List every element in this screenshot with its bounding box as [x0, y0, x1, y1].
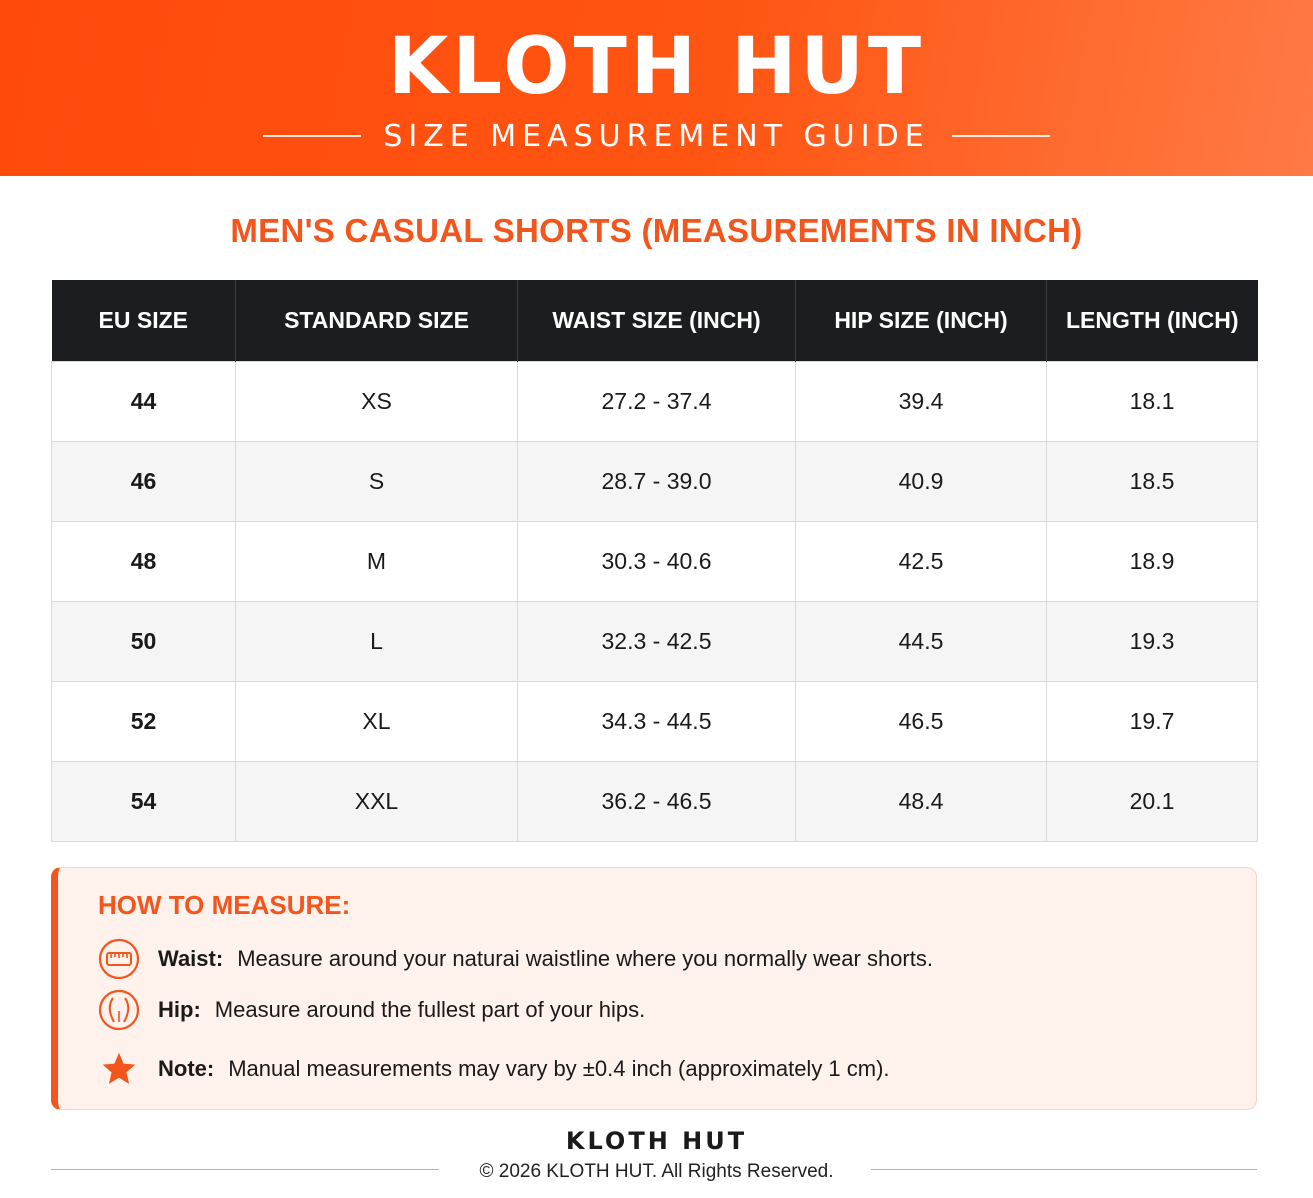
- how-to-measure-title: HOW TO MEASURE:: [98, 890, 351, 920]
- hip-outline-icon: [98, 989, 140, 1031]
- waist-size-cell: 30.3 - 40.6: [518, 521, 796, 601]
- waist-size-cell: 36.2 - 46.5: [518, 761, 796, 841]
- hip-size-cell: 39.4: [796, 361, 1047, 441]
- eu-size-cell: 50: [52, 601, 236, 681]
- subtitle: SIZE MEASUREMENT GUIDE: [383, 118, 930, 154]
- waist-size-cell: 34.3 - 44.5: [518, 681, 796, 761]
- table-row: [52, 681, 1258, 761]
- how-to-measure-panel: [51, 867, 1257, 1110]
- brand-title: KLOTH HUT: [387, 22, 926, 112]
- standard-size-cell: S: [236, 441, 518, 521]
- hip-instruction: [98, 989, 645, 1031]
- star-icon: [98, 1048, 140, 1090]
- standard-size-cell: XL: [236, 681, 518, 761]
- hip-size-cell: 46.5: [796, 681, 1047, 761]
- table-header-row: [52, 280, 1258, 361]
- hip-size-cell: 42.5: [796, 521, 1047, 601]
- table-row: [52, 361, 1258, 441]
- hip-text: Measure around the fullest part of your hips.: [214, 997, 646, 1022]
- column-header: HIP SIZE (INCH): [796, 280, 1047, 361]
- waist-instruction: [98, 938, 933, 980]
- hip-size-cell: 48.4: [796, 761, 1047, 841]
- table-row: [52, 601, 1258, 681]
- length-cell: 18.5: [1047, 441, 1258, 521]
- standard-size-cell: XS: [236, 361, 518, 441]
- note-instruction: [98, 1048, 890, 1090]
- length-cell: 19.7: [1047, 681, 1258, 761]
- column-header: LENGTH (INCH): [1047, 280, 1258, 361]
- size-table: [51, 280, 1258, 842]
- column-header: WAIST SIZE (INCH): [518, 280, 796, 361]
- waist-text: Measure around your naturai waistline where you normally wear shorts.: [237, 946, 933, 971]
- length-cell: 18.1: [1047, 361, 1258, 441]
- note-label: Note:: [158, 1056, 215, 1081]
- subtitle-divider-right: [952, 135, 1050, 137]
- length-cell: 20.1: [1047, 761, 1258, 841]
- waist-size-cell: 28.7 - 39.0: [518, 441, 796, 521]
- subtitle-row: [0, 116, 1313, 156]
- eu-size-cell: 46: [52, 441, 236, 521]
- hip-size-cell: 44.5: [796, 601, 1047, 681]
- table-row: [52, 761, 1258, 841]
- standard-size-cell: XXL: [236, 761, 518, 841]
- table-row: [52, 521, 1258, 601]
- waist-size-cell: 32.3 - 42.5: [518, 601, 796, 681]
- eu-size-cell: 52: [52, 681, 236, 761]
- column-header: STANDARD SIZE: [236, 280, 518, 361]
- standard-size-cell: L: [236, 601, 518, 681]
- eu-size-cell: 54: [52, 761, 236, 841]
- table-row: [52, 441, 1258, 521]
- waist-size-cell: 27.2 - 37.4: [518, 361, 796, 441]
- hip-size-cell: 40.9: [796, 441, 1047, 521]
- standard-size-cell: M: [236, 521, 518, 601]
- section-title: MEN'S CASUAL SHORTS (MEASUREMENTS IN INCH): [230, 212, 1083, 249]
- measuring-tape-icon: [98, 938, 140, 980]
- length-cell: 19.3: [1047, 601, 1258, 681]
- column-header: EU SIZE: [52, 280, 236, 361]
- copyright-text: © 2026 KLOTH HUT. All Rights Reserved.: [479, 1161, 834, 1182]
- header-banner: [0, 0, 1313, 176]
- hip-label: Hip:: [158, 997, 201, 1022]
- footer-brand: KLOTH HUT: [565, 1127, 748, 1155]
- waist-label: Waist:: [158, 946, 224, 971]
- subtitle-divider-left: [263, 135, 361, 137]
- eu-size-cell: 48: [52, 521, 236, 601]
- note-text: Manual measurements may vary by ±0.4 inch (approximately 1 cm).: [228, 1056, 890, 1081]
- eu-size-cell: 44: [52, 361, 236, 441]
- length-cell: 18.9: [1047, 521, 1258, 601]
